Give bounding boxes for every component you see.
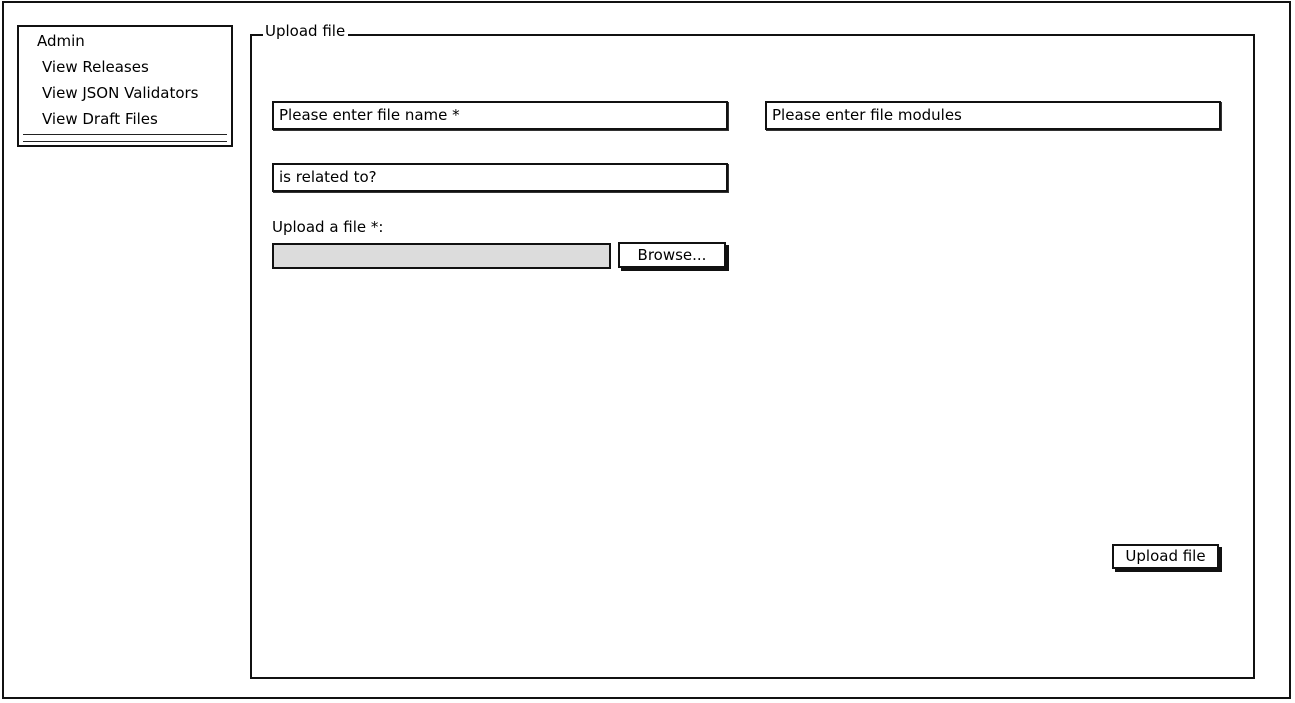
sidebar-item-view-json-validators[interactable]: View JSON Validators — [42, 84, 199, 102]
sidebar-item-view-draft-files[interactable]: View Draft Files — [42, 110, 158, 128]
sidebar-item-view-releases[interactable]: View Releases — [42, 58, 149, 76]
upload-file-label: Upload a file *: — [272, 218, 384, 236]
fieldset-legend: Upload file — [263, 22, 348, 40]
related-to-input[interactable]: is related to? — [272, 163, 728, 192]
file-name-input[interactable]: Please enter file name * — [272, 101, 728, 130]
file-path-field[interactable] — [272, 243, 611, 269]
upload-file-button[interactable]: Upload file — [1112, 544, 1219, 569]
admin-sidebar — [17, 25, 233, 147]
upload-file-fieldset — [250, 34, 1255, 679]
browse-button[interactable]: Browse... — [618, 242, 726, 268]
sidebar-title: Admin — [37, 32, 85, 50]
file-modules-input[interactable]: Please enter file modules — [765, 101, 1221, 130]
sidebar-footer-divider — [23, 134, 227, 142]
